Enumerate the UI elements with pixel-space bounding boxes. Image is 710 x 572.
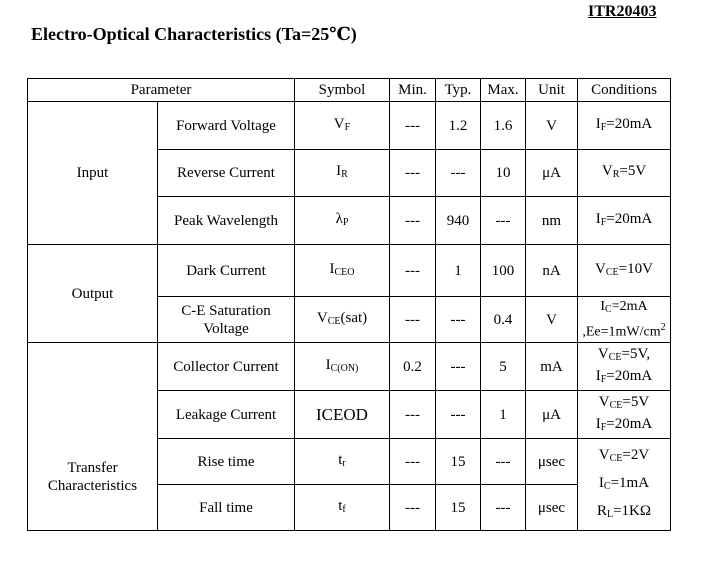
- unit-cell: nA: [526, 245, 578, 297]
- table-row: [28, 102, 671, 150]
- param-name: Reverse Current: [158, 150, 295, 197]
- conditions-cell: $V_{CE}=5V$, $I_F=20mA$: [578, 343, 671, 391]
- header-max: Max.: [481, 79, 526, 102]
- symbol-cell: $I_R$: [295, 150, 390, 197]
- max-cell: 1.6: [481, 102, 526, 150]
- typ-cell: ---: [436, 297, 481, 343]
- min-cell: ---: [390, 439, 436, 485]
- conditions-cell: $V_{CE}=5V$ $I_F=20mA$: [578, 391, 671, 439]
- part-number: ITR20403: [588, 3, 657, 20]
- group-output: Output: [28, 245, 158, 343]
- conditions-cell: $I_C=2mA$ $,Ee=1mW/cm^2$: [578, 297, 671, 343]
- unit-cell: mA: [526, 343, 578, 391]
- conditions-cell: $I_F=20mA$: [578, 197, 671, 245]
- header-typ: Typ.: [436, 79, 481, 102]
- header-symbol: Symbol: [295, 79, 390, 102]
- unit-cell: μsec: [526, 439, 578, 485]
- electro-optical-table: [27, 78, 671, 531]
- symbol-cell: $\lambda_P$: [295, 197, 390, 245]
- conditions-cell: $V_{CE}=10V$: [578, 245, 671, 297]
- param-name: C-E Saturation Voltage: [158, 297, 295, 343]
- conditions-cell: $I_F=20mA$: [578, 102, 671, 150]
- conditions-cell: $V_R=5V$: [578, 150, 671, 197]
- group-input: Input: [28, 102, 158, 245]
- unit-cell: V: [526, 102, 578, 150]
- header-parameter: Parameter: [28, 79, 295, 102]
- max-cell: ---: [481, 439, 526, 485]
- page-title: Electro-Optical Characteristics (Ta=25℃): [31, 24, 357, 44]
- symbol-cell: $t_r$: [295, 439, 390, 485]
- min-cell: ---: [390, 150, 436, 197]
- typ-cell: 15: [436, 439, 481, 485]
- typ-cell: ---: [436, 343, 481, 391]
- unit-cell: nm: [526, 197, 578, 245]
- typ-cell: ---: [436, 150, 481, 197]
- param-name: Leakage Current: [158, 391, 295, 439]
- max-cell: ---: [481, 197, 526, 245]
- header-unit: Unit: [526, 79, 578, 102]
- param-name: Fall time: [158, 485, 295, 531]
- header-min: Min.: [390, 79, 436, 102]
- unit-cell: μA: [526, 150, 578, 197]
- max-cell: 5: [481, 343, 526, 391]
- symbol-cell: ICEOD: [295, 391, 390, 439]
- typ-cell: 1.2: [436, 102, 481, 150]
- symbol-cell: $t_f$: [295, 485, 390, 531]
- min-cell: ---: [390, 391, 436, 439]
- unit-cell: μA: [526, 391, 578, 439]
- typ-cell: ---: [436, 391, 481, 439]
- typ-cell: 15: [436, 485, 481, 531]
- symbol-cell: $V_F$: [295, 102, 390, 150]
- param-name: Rise time: [158, 439, 295, 485]
- max-cell: 0.4: [481, 297, 526, 343]
- max-cell: 1: [481, 391, 526, 439]
- group-transfer-characteristics: Transfer Characteristics: [28, 343, 158, 531]
- param-name: Peak Wavelength: [158, 197, 295, 245]
- min-cell: 0.2: [390, 343, 436, 391]
- typ-cell: 1: [436, 245, 481, 297]
- table-row: [28, 343, 671, 391]
- max-cell: ---: [481, 485, 526, 531]
- unit-cell: μsec: [526, 485, 578, 531]
- conditions-cell-rise-fall: $V_{CE}=2V$ $I_C=1mA$ $R_L=1K\Omega$: [578, 439, 671, 531]
- min-cell: ---: [390, 297, 436, 343]
- table-row: [28, 245, 671, 297]
- min-cell: ---: [390, 485, 436, 531]
- min-cell: ---: [390, 245, 436, 297]
- param-name: Forward Voltage: [158, 102, 295, 150]
- min-cell: ---: [390, 197, 436, 245]
- max-cell: 100: [481, 245, 526, 297]
- symbol-cell: $I_{CEO}$: [295, 245, 390, 297]
- typ-cell: 940: [436, 197, 481, 245]
- min-cell: ---: [390, 102, 436, 150]
- param-name: Collector Current: [158, 343, 295, 391]
- unit-cell: V: [526, 297, 578, 343]
- symbol-cell: $I_{C(ON)}$: [295, 343, 390, 391]
- symbol-cell: $V_{CE}(sat)$: [295, 297, 390, 343]
- param-name: Dark Current: [158, 245, 295, 297]
- max-cell: 10: [481, 150, 526, 197]
- header-conditions: Conditions: [578, 79, 671, 102]
- header-row: [28, 79, 671, 102]
